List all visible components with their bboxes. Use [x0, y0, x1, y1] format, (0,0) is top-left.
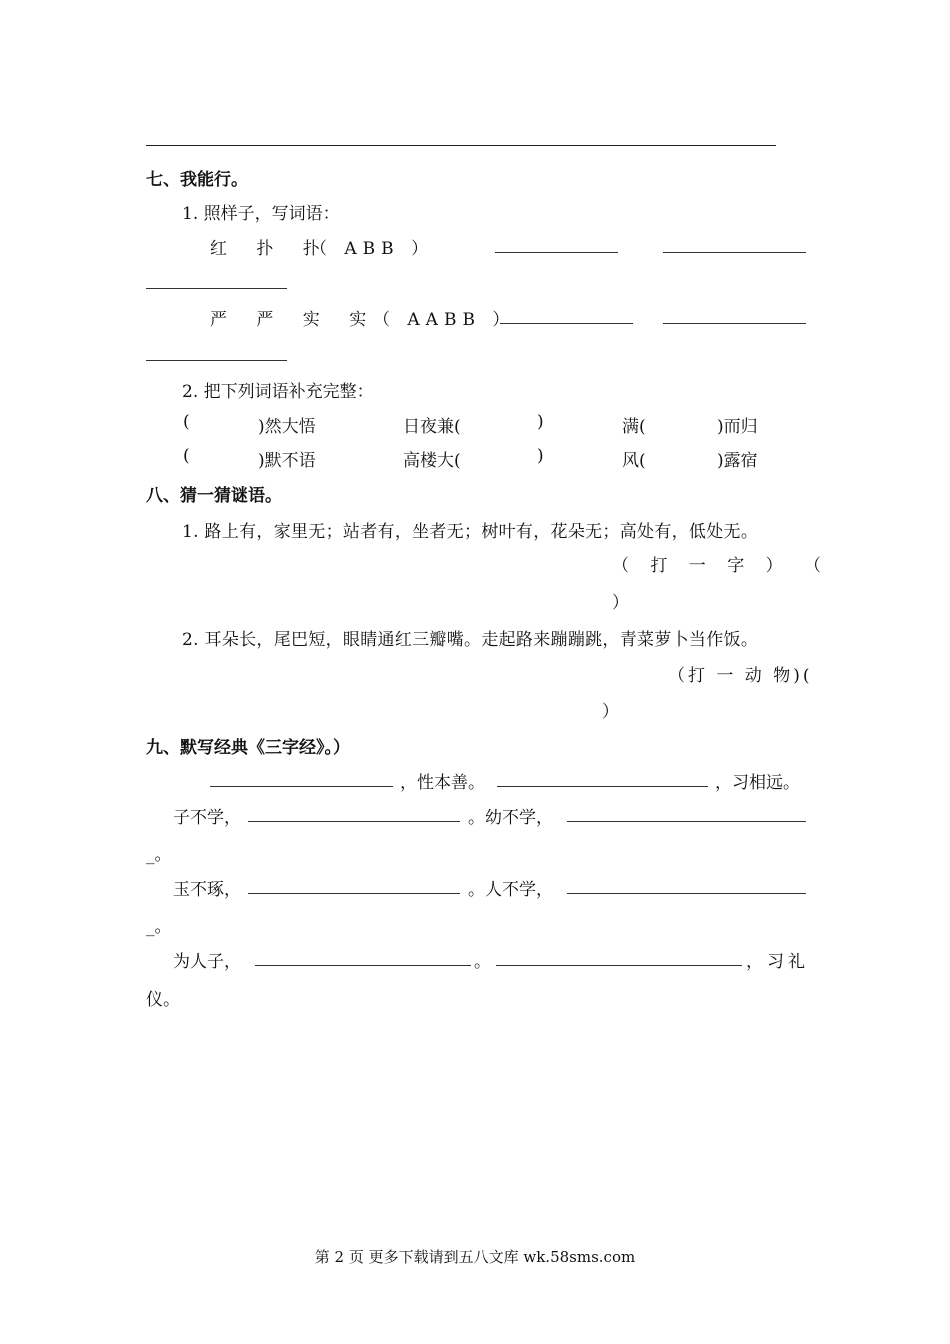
idiom-start: 日夜兼( [403, 417, 461, 437]
example-pattern-2: （ AABB ） [373, 310, 516, 330]
classic-text: ，性本善。 [400, 773, 485, 793]
idiom-rest: )默不语 [258, 451, 316, 471]
answer-blank[interactable] [255, 947, 471, 966]
idiom-start: 风( [622, 451, 646, 471]
example-word-2: 严 严 实 实 [210, 310, 379, 330]
classic-text: _。 [146, 917, 172, 937]
answer-blank[interactable] [663, 234, 806, 253]
idiom-rest: )露宿 [717, 451, 758, 471]
answer-blank[interactable] [210, 768, 393, 787]
classic-text: 仪。 [146, 990, 180, 1010]
classic-text: _。 [146, 845, 172, 865]
classic-text: 。人不学， [468, 880, 553, 900]
top-rule [146, 145, 776, 146]
answer-blank[interactable] [495, 234, 618, 253]
section8-title: 八、猜一猜谜语。 [146, 486, 282, 506]
answer-blank[interactable] [146, 342, 287, 361]
q1-label: 1. 照样子，写词语： [182, 204, 340, 224]
answer-blank[interactable] [663, 305, 806, 324]
riddle-1-hint: （ 打 一 字 ） （ [612, 556, 830, 576]
riddle-2-hint: （打 一 动 物)( [668, 666, 813, 686]
riddle-1: 1. 路上有，家里无；站者有，坐者无；树叶有，花朵无；高处有，低处无。 [182, 522, 759, 542]
classic-text: 。 [474, 952, 491, 972]
answer-blank[interactable] [500, 305, 633, 324]
idiom-start: 高楼大( [403, 451, 461, 471]
riddle-2: 2. 耳朵长，尾巴短，眼睛通红三瓣嘴。走起路来蹦蹦跳，青菜萝卜当作饭。 [182, 630, 759, 650]
classic-text: 子不学， [173, 808, 241, 828]
idiom-start: 满( [622, 417, 646, 437]
classic-text: ，习相远。 [715, 773, 800, 793]
q2-label: 2. 把下列词语补充完整： [182, 382, 374, 402]
example-word-1: 红 扑 扑 [210, 239, 332, 259]
riddle-1-close: ） [612, 593, 629, 613]
answer-blank[interactable] [248, 875, 460, 894]
answer-blank[interactable] [248, 803, 460, 822]
classic-text: 。幼不学， [468, 808, 553, 828]
idiom-rest: )而归 [717, 417, 758, 437]
section9-title: 九、默写经典《三字经》。） [146, 738, 350, 758]
idiom-close: ) [537, 412, 544, 432]
idiom-open: ( [183, 446, 190, 466]
page-footer: 第 2 页 更多下载请到五八文库 wk.58sms.com [314, 1248, 636, 1266]
classic-text: 为人子， [173, 952, 241, 972]
example-pattern-1: （ ABB ） [310, 239, 435, 259]
answer-blank[interactable] [567, 803, 806, 822]
classic-text: ，习礼 [746, 952, 809, 972]
classic-text: 玉不琢， [173, 880, 241, 900]
section7-title: 七、我能行。 [146, 170, 248, 190]
idiom-close: ) [537, 446, 544, 466]
answer-blank[interactable] [496, 947, 742, 966]
answer-blank[interactable] [497, 768, 708, 787]
answer-blank[interactable] [146, 270, 287, 289]
answer-blank[interactable] [567, 875, 806, 894]
idiom-rest: )然大悟 [258, 417, 316, 437]
riddle-2-close: ） [602, 702, 619, 722]
idiom-open: ( [183, 412, 190, 432]
